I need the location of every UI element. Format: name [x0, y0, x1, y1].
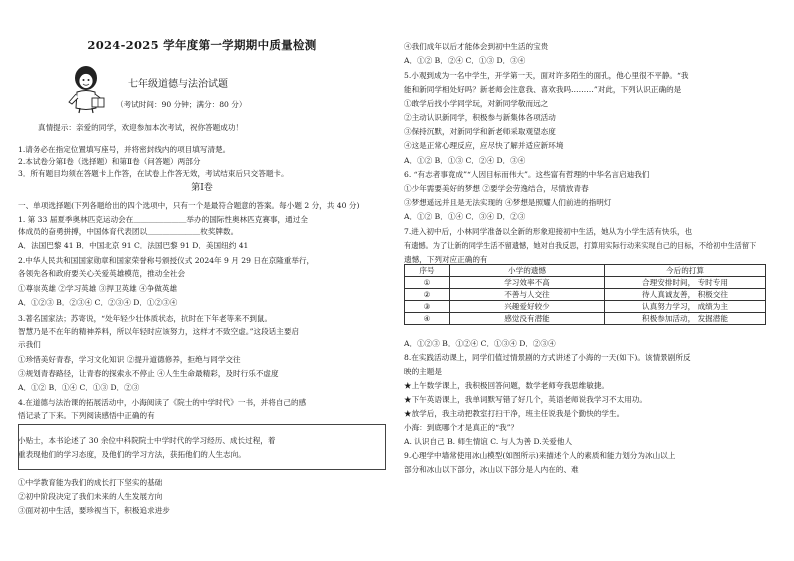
- table-cell: ②: [405, 289, 450, 301]
- text-line: A．法国巴黎 41 B．中国北京 91 C．法国巴黎 91 D．美国纽约 41: [18, 241, 249, 250]
- table-header-row: [405, 265, 766, 277]
- text-line: ③面对初中生活，要珍视当下，积极追求进步: [18, 506, 170, 515]
- table-cell: ③: [405, 301, 450, 313]
- note-1: 1.请务必在指定位置填写座号，并将密封线内的项目填写清楚。: [18, 145, 231, 154]
- reflection-table: [404, 264, 766, 325]
- table-row: [405, 313, 766, 325]
- text-line: 8.在实践活动课上，同学们值过情景剧的方式讲述了小海的一天(如下)。该情景剧所反: [404, 353, 691, 362]
- text-line: ①珍惜美好青春，学习文化知识 ②提升道德修养，拒绝与同学交往: [18, 355, 241, 364]
- table-cell: ④: [405, 313, 450, 325]
- text-line: 7.进入初中后，小林同学准备以全新的形象迎接初中生活，她从为小学生活有快乐，也: [404, 227, 693, 236]
- table-cell: 兴趣爱好较少: [450, 301, 605, 313]
- table-cell: ①: [405, 277, 450, 289]
- text-line: A. 认识自己 B. 师生情谊 C. 与人为善 D.关爱他人: [404, 437, 573, 446]
- table-header: 今后的打算: [605, 265, 766, 277]
- text-line: 5.小观到成为一名中学生，开学第一天，面对许多陌生的面孔，他心里很不平静。“我: [404, 71, 689, 80]
- text-line: A．①② B．②④ C．①③ D．③④: [404, 56, 526, 65]
- text-line: 体成员的奋勇拼搏，中国体育代表团以＿＿＿＿＿＿＿枚奖牌数。: [18, 227, 239, 236]
- mascot-illustration: [62, 62, 110, 114]
- table-cell: 积极参加活动， 发掘潜能: [605, 313, 766, 325]
- exam-title: 2024-2025 学年度第一学期期中质量检测: [87, 38, 317, 52]
- text-line: ★上午数学课上，我积极回答问题，数学老师夸我思维敏捷。: [404, 381, 610, 390]
- text-line: 映的主题是: [404, 367, 442, 376]
- table-header: 序号: [405, 265, 450, 277]
- text-line: A．①②③ B．①②④ C．①③④ D．②③④: [404, 339, 556, 348]
- section-title: 第Ⅰ卷: [191, 183, 213, 193]
- table-cell: 不善与人交往: [450, 289, 605, 301]
- section-description: 一、单项选择题(下列各题给出的四个选项中，只有一个是最符合题意的答案。每小题 2 分，共 40 分): [18, 201, 360, 210]
- text-line: ②初中阶段决定了我们未来的人生发展方向: [18, 492, 163, 501]
- text-line: ★放学后，我主动把教室打扫干净，班主任说我是个勤快的学生。: [404, 409, 625, 418]
- text-line: 有遗憾。为了让新的同学生活不留遗憾，她对自我反思，打算用实际行动来实现自己的目标，不给初中生活留下: [404, 241, 757, 250]
- tip-box: [18, 424, 386, 470]
- welcome-tip: 真情提示：亲爱的同学，欢迎参加本次考试，祝你答题成功！: [38, 123, 244, 132]
- text-line: ①少年需要美好的梦想 ②要学会劳逸结合，尽情放青春: [404, 184, 589, 193]
- text-line: A．①② B．①④ C．③④ D．②③: [404, 212, 526, 221]
- table-cell: 待人真诚友善， 积极交往: [605, 289, 766, 301]
- text-line: 小海：到底哪个才是真正的“我”？: [404, 423, 519, 432]
- table-cell: 合理安排时间， 专时专用: [605, 277, 766, 289]
- table-cell: 认真努力学习， 成绩为主: [605, 301, 766, 313]
- subject-title: 七年级道德与法治试题: [128, 79, 228, 90]
- text-line: ①中学教育能为我们的成长打下坚实的基础: [18, 478, 163, 487]
- text-line: 示我们: [18, 340, 41, 349]
- text-line: ②主动认识新同学，积极参与新集体各项活动: [404, 113, 556, 122]
- table-header: 小学的遗憾: [450, 265, 605, 277]
- table-row: [405, 277, 766, 289]
- text-line: ③规划青春路径，让青春的探索永不停止 ④人生生命最精彩，及时行乐不虚度: [18, 369, 279, 378]
- text-line: 6. “有志者事竟成”“人因目标而伟大”。这些富有哲理的中华名言启迪我们: [404, 170, 650, 179]
- text-line: 部分和冰山以下部分，冰山以下部分是人内在的、难: [404, 465, 579, 474]
- text-line: 小贴士，本书论述了 30 余位中科院院士中学时代的学习经历、成长过程，着: [18, 436, 276, 445]
- text-line: 悟记录了下来。下列阅读感悟中正确的有: [18, 411, 155, 420]
- text-line: 3.著名国家法；苏寄说，“处年轻少壮体质状态，抗时在下年老等来不到鼠。: [18, 314, 273, 323]
- text-line: ①敢学后找小学同学玩，对新同学敬而远之: [404, 99, 549, 108]
- text-line: 遗憾，下列对应正确的有: [404, 255, 488, 264]
- text-line: A．①② B．①③ C．②④ D．③④: [404, 156, 526, 165]
- text-line: ★下午英语课上，我单词默写错了好几个，英语老师说我学习不太用功。: [404, 395, 647, 404]
- table-cell: 感觉没有潜能: [450, 313, 605, 325]
- text-line: 9.心理学中墙常使用冰山模型(如图所示)来描述个人的素质和能力划分为冰山以上: [404, 451, 676, 460]
- text-line: ③保持沉默，对新同学和新老师采取观望态度: [404, 127, 556, 136]
- text-line: ④我们成年以后才能体会到初中生活的宝贵: [404, 42, 549, 51]
- text-line: 能和新同学相处好吗？新老师会注意我、喜欢我吗………”对此，下列认识正确的是: [404, 85, 682, 94]
- text-line: ④这是正常心理反应，应尽快了解并适应新环境: [404, 141, 564, 150]
- text-line: 智慧乃是不在年的精神养料，所以年轻时应该努力，这样才不致空虚。”这段话主要启: [18, 327, 300, 336]
- text-line: 2.中华人民共和国国家勋章和国家荣誉称号颁授仪式 2024年 9 月 29 日在京隆重举行，: [18, 256, 315, 265]
- note-3: 3．所有题目均须在答题卡上作答，在试卷上作答无效，考试结束后只交答题卡。: [18, 169, 289, 178]
- text-line: 1. 第 33 届夏季奥林匹克运动会在＿＿＿＿＿＿＿举办的国际性奥林匹克赛事，通过全: [18, 215, 308, 224]
- table-row: [405, 289, 766, 301]
- text-line: 各领先各和政府要关心关爱英雄模范，推动全社会: [18, 269, 186, 278]
- text-line: ①尊崇英雄 ②学习英雄 ③捍卫英雄 ④争做英雄: [18, 284, 178, 293]
- text-line: ③梦想遥远并且是无法实现的 ④梦想是照耀人们前进的指明灯: [404, 198, 612, 207]
- text-line: A．①② B．①④ C．①③ D．②③: [18, 383, 140, 392]
- note-2: 2.本试卷分第Ⅰ卷（选择题）和第Ⅱ卷（问答题）两部分: [18, 157, 201, 166]
- text-line: 重表现他们的学习态度，及他们的学习方法，获拓他们的人生志向。: [18, 450, 246, 459]
- table-row: [405, 301, 766, 313]
- exam-info: （考试时间：90 分钟；满分：80 分）: [116, 100, 247, 109]
- text-line: A．①②③ B．②③④ C．②③④ D．①②③④: [18, 298, 178, 307]
- text-line: 4.在道德与法治课的拓展活动中，小海阅读了《院士的中学时代》一书，并将自己的感: [18, 398, 307, 407]
- table-cell: 学习效率不高: [450, 277, 605, 289]
